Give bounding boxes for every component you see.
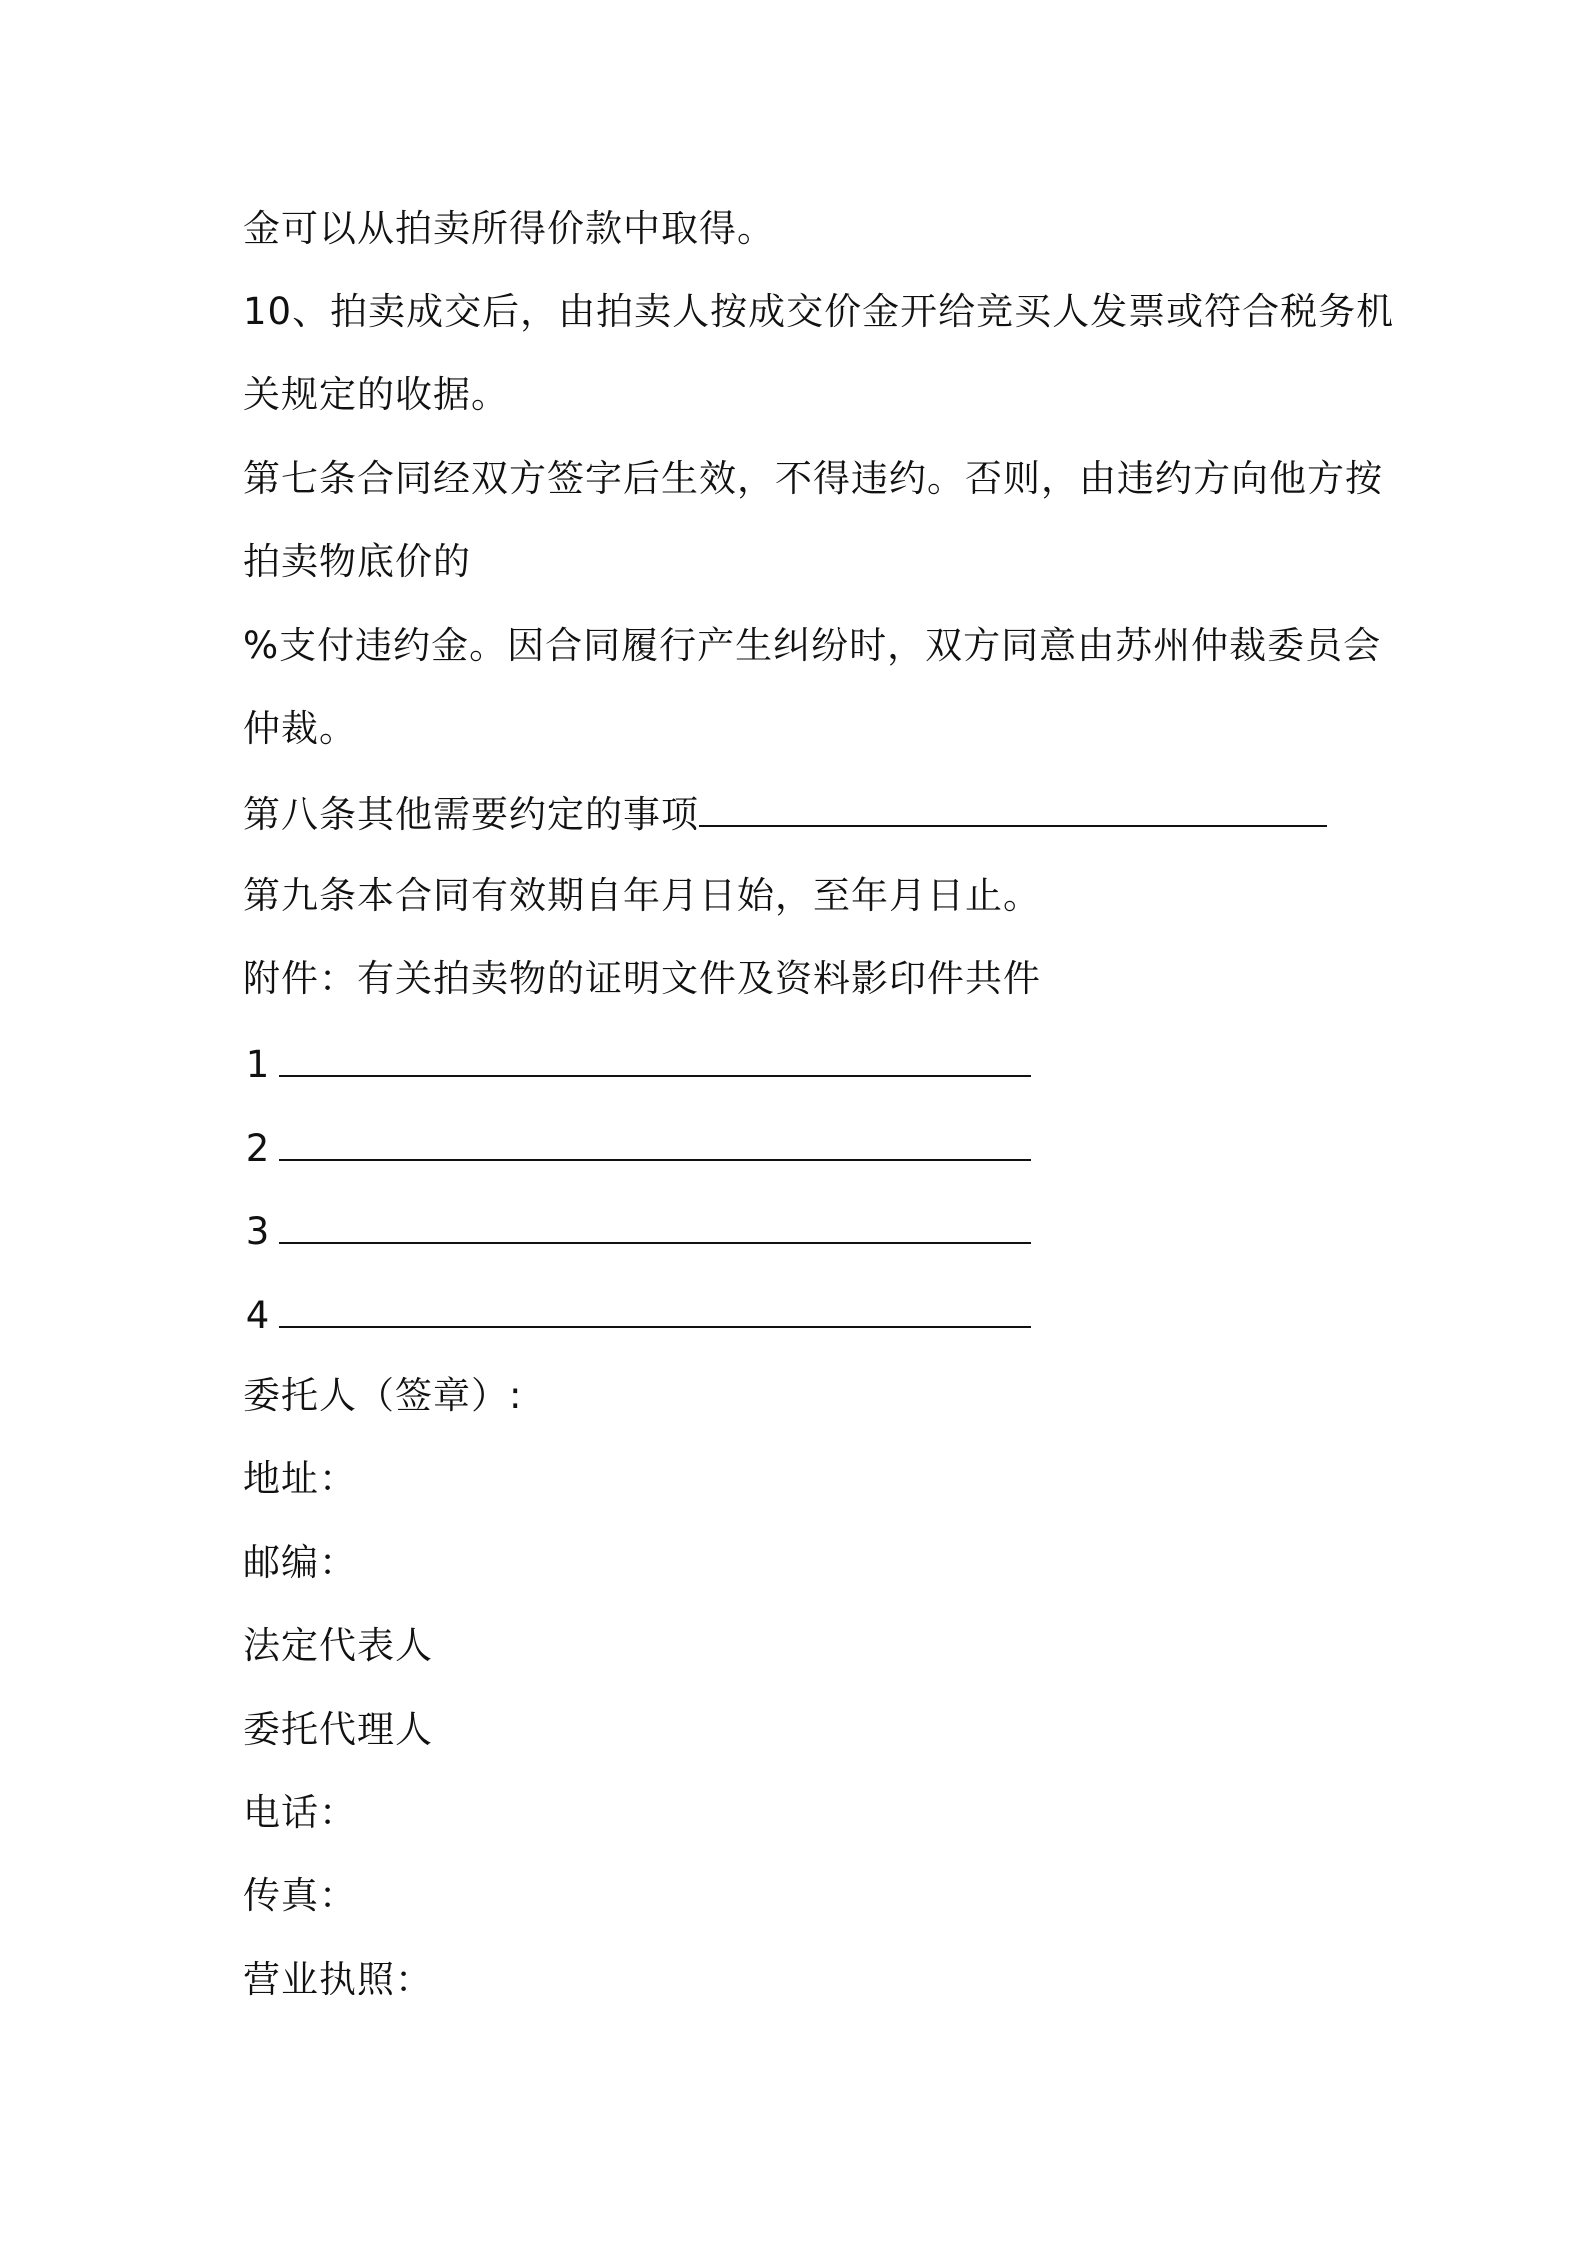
attachment-blank[interactable] <box>279 1204 1031 1244</box>
attachment-number: 4 <box>245 1294 271 1337</box>
attachment-item-1 <box>243 1037 1031 1090</box>
attachment-number: 2 <box>245 1127 271 1170</box>
attachment-heading: 附件：有关拍卖物的证明文件及资料影印件共件 <box>243 957 1041 1000</box>
body-line: 拍卖物底价的 <box>243 540 471 583</box>
attachment-blank[interactable] <box>279 1288 1031 1328</box>
signature-field-agent: 委托代理人 <box>243 1708 433 1751</box>
signature-field-address: 地址： <box>243 1457 357 1500</box>
attachment-number: 3 <box>245 1210 271 1253</box>
signature-field-fax: 传真： <box>243 1874 357 1917</box>
signature-field-legal-rep: 法定代表人 <box>243 1624 433 1667</box>
signature-field-principal: 委托人（签章）: <box>243 1374 523 1417</box>
body-line: 金可以从拍卖所得价款中取得。 <box>243 207 775 250</box>
body-line: 10、拍卖成交后，由拍卖人按成交价金开给竞买人发票或符合税务机 <box>243 290 1395 333</box>
signature-field-license: 营业执照： <box>243 1958 433 2001</box>
body-line: %支付违约金。因合同履行产生纠纷时，双方同意由苏州仲裁委员会 <box>243 624 1382 667</box>
body-line: 仲裁。 <box>243 707 357 750</box>
article-9: 第九条本合同有效期自年月日始，至年月日止。 <box>243 874 1041 917</box>
attachment-blank[interactable] <box>279 1037 1031 1077</box>
article-8-label: 第八条其他需要约定的事项 <box>243 793 699 836</box>
attachment-item-2 <box>243 1121 1031 1174</box>
signature-field-postcode: 邮编： <box>243 1541 357 1584</box>
article-8-blank[interactable] <box>699 787 1327 827</box>
body-line: 第七条合同经双方签字后生效，不得违约。否则，由违约方向他方按 <box>243 457 1383 500</box>
attachment-blank[interactable] <box>279 1121 1031 1161</box>
attachment-item-4 <box>243 1288 1031 1341</box>
article-8 <box>243 787 1327 840</box>
attachment-item-3 <box>243 1204 1031 1257</box>
signature-field-phone: 电话： <box>243 1791 357 1834</box>
body-line: 关规定的收据。 <box>243 373 509 416</box>
attachment-number: 1 <box>245 1043 271 1086</box>
